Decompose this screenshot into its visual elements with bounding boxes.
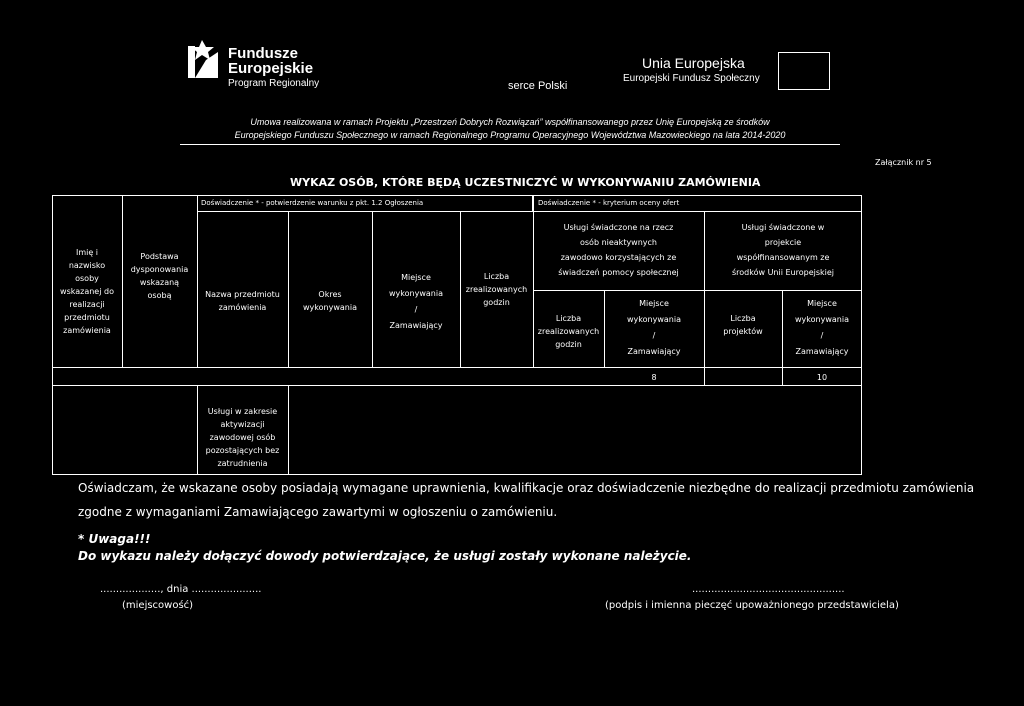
col-liczba-projektow: Liczba projektów (723, 314, 763, 336)
umowa-text: Umowa realizowana w ramach Projektu „Przestrzeń Dobrych Rozwiązań” współfinansowanego przez Unię Europejską ze środków Europejskiego Funduszu Społecznego w ramach Regionalnego Programu Operacyjnego Województwa Mazowieckiego na lata 2014-2020 (234, 117, 786, 140)
uslugi-zakres-cell: Usługi w zakresie aktywizacji zawodowej osób pozostających bez zatrudnienia (205, 407, 280, 468)
uwaga-heading: * Uwaga!!! (78, 532, 151, 546)
col-number-8: 8 (651, 373, 657, 382)
col-nazwa-przedmiotu: Nazwa przedmiotu zamówienia (205, 290, 280, 312)
col-miejsce-2: Miejsce wykonywania / Zamawiający (627, 299, 681, 356)
col-number-10: 10 (816, 373, 828, 382)
podpis-label: (podpis i imienna pieczęć upoważnionego przedstawiciela) (605, 600, 899, 611)
serce-polski: serce Polski (508, 80, 568, 92)
fe-program: Program Regionalny (228, 78, 320, 89)
oswiadczenie-line1: Oświadczam, że wskazane osoby posiadają wymagane uprawnienia, kwalifikacje oraz doświadczenie niezbędne do realizacji przedmiotu zamówienia (78, 481, 975, 495)
ue-fund: Europejski Fundusz Społeczny (623, 73, 760, 84)
col-liczba-godzin-2: Liczba zrealizowanych godzin (537, 314, 600, 349)
col-miejsce: Miejsce wykonywania / Zamawiający (389, 273, 443, 330)
oswiadczenie-line2: zgodne z wymaganiami Zamawiającego zawartymi w ogłoszeniu o zamówieniu. (78, 505, 558, 519)
col-miejsce-3: Miejsce wykonywania / Zamawiający (795, 299, 849, 356)
ue-title: Unia Europejska (642, 55, 745, 71)
doswiadczenie-right: Doświadczenie * - kryterium oceny ofert (538, 199, 680, 207)
miejscowosc-label: (miejscowość) (122, 600, 194, 611)
header-divider (180, 144, 840, 145)
col-okres: Okres wykonywania (303, 290, 357, 312)
zalacznik-label: Załącznik nr 5 (875, 158, 932, 167)
col-podstawa: Podstawa dysponowania wskazaną osobą (130, 252, 189, 300)
group-uslugi-projekt: Usługi świadczone w projekcie współfinansowanym ze środków Unii Europejskiej (731, 223, 835, 277)
col-imie-nazwisko: Imię i nazwisko osoby wskazanej do realizacji przedmiotu zamówienia (60, 248, 114, 335)
page-title: WYKAZ OSÓB, KTÓRE BĘDĄ UCZESTNICZYĆ W WYKONYWANIU ZAMÓWIENIA (290, 176, 761, 189)
row-divider (52, 367, 862, 368)
signature-field: ................................................ (692, 584, 845, 595)
col-divider (288, 385, 289, 475)
uwaga-text: Do wykazu należy dołączyć dowody potwierdzające, że usługi zostały wykonane należycie. (78, 549, 692, 563)
row-divider (52, 385, 862, 386)
doswiadczenie-left: Doświadczenie * - potwierdzenie warunku z pkt. 1.2 Ogłoszenia (201, 199, 424, 207)
col-liczba-godzin: Liczba zrealizowanych godzin (465, 272, 528, 307)
row-divider (533, 290, 862, 291)
place-date-field: ..................., dnia ...................... (100, 584, 262, 595)
fe-logo-title: Fundusze Europejskie (228, 45, 314, 77)
group-uslugi-nieaktywnych: Usługi świadczone na rzecz osób nieaktywnych zawodowo korzystających ze świadczeń pomocy społecznej (558, 223, 679, 277)
fundusze-europejskie-logo (188, 40, 218, 78)
eu-flag-icon (778, 52, 830, 90)
